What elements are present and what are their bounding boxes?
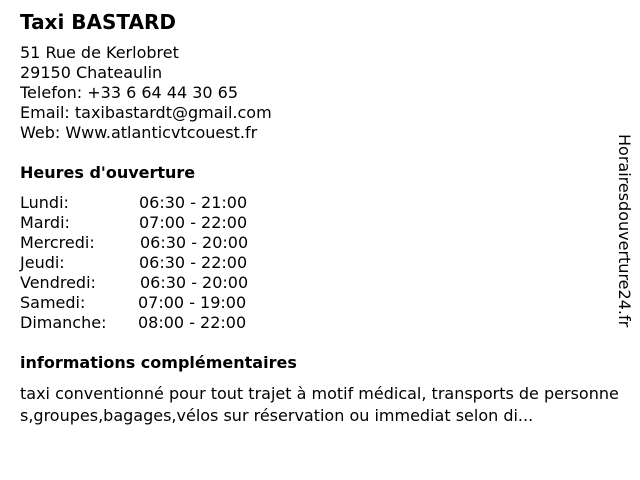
- hours-row-monday: [20, 193, 280, 213]
- opening-hours-title: Heures d'ouverture: [20, 163, 196, 182]
- day-label: Mercredi:: [20, 233, 95, 252]
- address-street: 51 Rue de Kerlobret: [20, 43, 179, 62]
- time-range: 06:30 - 21:00: [139, 193, 248, 212]
- time-range: 06:30 - 20:00: [140, 273, 249, 292]
- business-address-block: [20, 43, 272, 143]
- email-line: Email: taxibastardt@gmail.com: [20, 103, 272, 122]
- hours-row-wednesday: [20, 233, 280, 253]
- day-label: Vendredi:: [20, 273, 96, 292]
- time-range: 07:00 - 22:00: [139, 213, 248, 232]
- additional-info-title: informations complémentaires: [20, 353, 297, 372]
- time-range: 07:00 - 19:00: [138, 293, 247, 312]
- day-label: Dimanche:: [20, 313, 107, 332]
- time-range: 08:00 - 22:00: [138, 313, 247, 332]
- additional-info-text: taxi conventionné pour tout trajet à motif médical, transports de personnes,groupes,bagages,vélos sur réservation ou immediat selon di...: [20, 384, 619, 425]
- opening-hours-list: [20, 193, 280, 333]
- day-label: Lundi:: [20, 193, 69, 212]
- business-name: Taxi BASTARD: [20, 10, 176, 34]
- hours-row-friday: [20, 273, 280, 293]
- hours-row-sunday: [20, 313, 280, 333]
- address-city: 29150 Chateaulin: [20, 63, 163, 82]
- day-label: Samedi:: [20, 293, 86, 312]
- hours-row-saturday: [20, 293, 280, 313]
- day-label: Mardi:: [20, 213, 70, 232]
- time-range: 06:30 - 22:00: [139, 253, 248, 272]
- website-line: Web: Www.atlanticvtcouest.fr: [20, 123, 258, 142]
- time-range: 06:30 - 20:00: [140, 233, 249, 252]
- site-watermark: Horairesdouverture24.fr: [615, 134, 634, 328]
- day-label: Jeudi:: [20, 253, 65, 272]
- hours-row-tuesday: [20, 213, 280, 233]
- phone-line: Telefon: +33 6 64 44 30 65: [20, 83, 239, 102]
- hours-row-thursday: [20, 253, 280, 273]
- watermark-container: [612, 134, 636, 344]
